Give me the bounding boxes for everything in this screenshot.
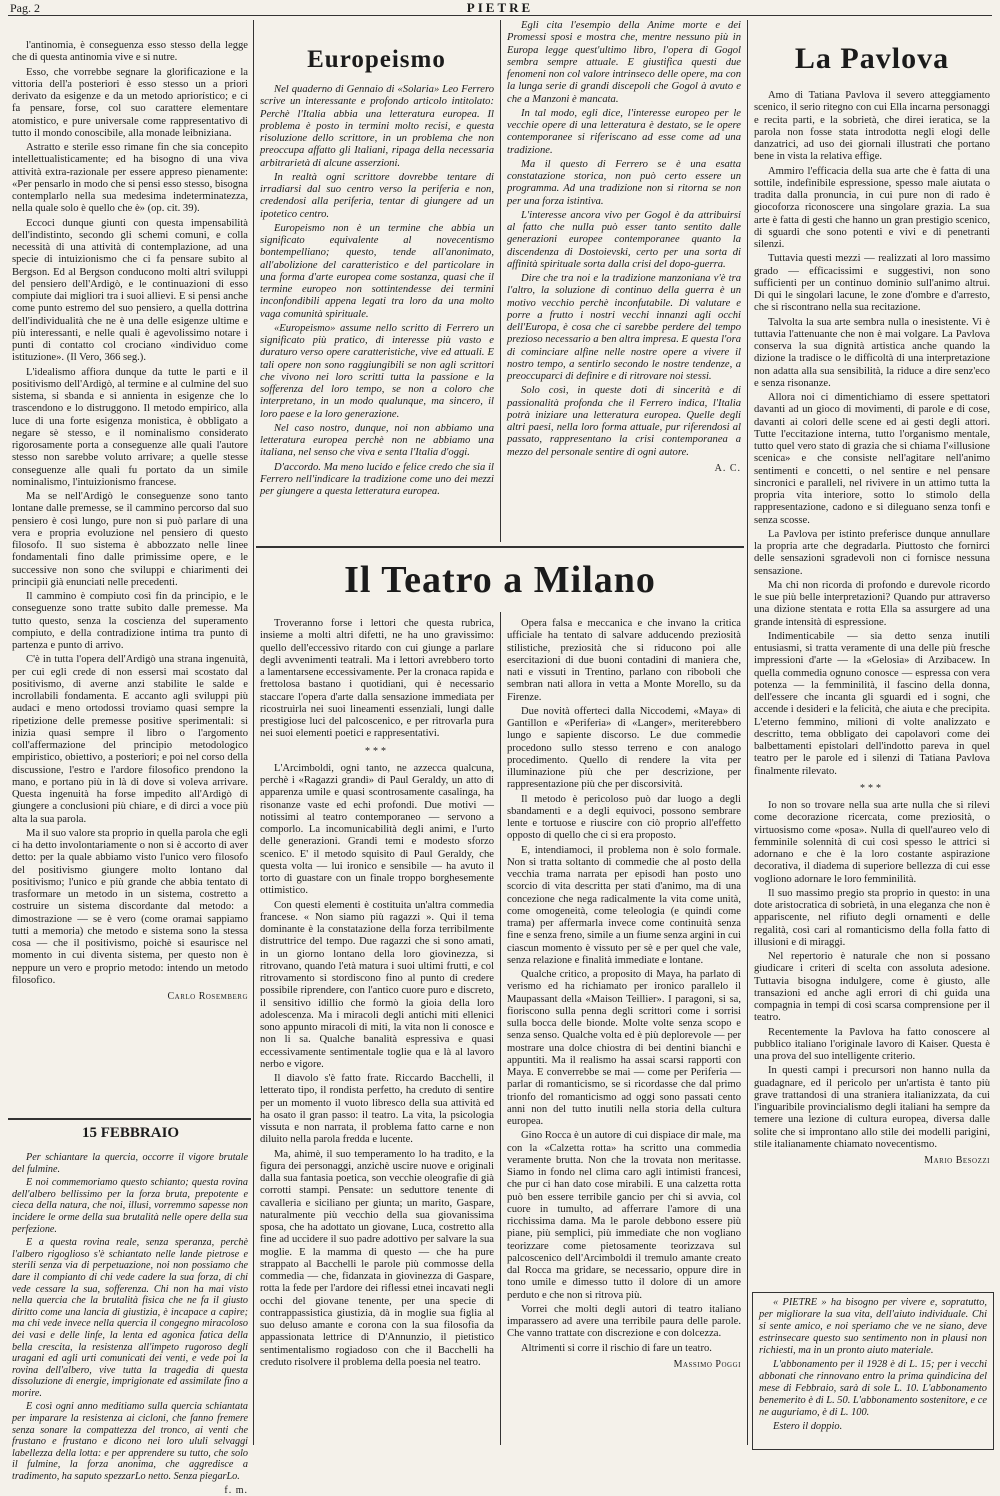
europeismo-col-a: [260, 84, 494, 544]
signature-poggi: Massimo Poggi: [673, 1358, 741, 1370]
paragraph: Nel repertorio è naturale che non si possano giudicare i criteri di scelta con assoluta adesione. Tuttavia bisogna indulgere, come è giusto, alle transazioni ed anche agli errori di chi guida una compagnia in tempi di così scarsa comprensione per il teatro.: [754, 951, 990, 1024]
paragraph: Opera falsa e meccanica e che invano la critica ufficiale ha tentato di salvare adducendo preziosità stilistiche, preziosità che si riducono poi alle esercitazioni di due buoni contadini di maniera che, nati e vissuti in Trentino, parlano con riboboli che sembran nati allora in vetta a Monte Morello, su da Firenze.: [507, 618, 741, 703]
paragraph: In questi campi i precursori non hanno nulla da guadagnare, ed il pericolo per un'artista è tanto più grave trattandosi di una straniera italianizzata, da cui l'inguaribile provincialismo degli italiani ha sempre da temere una lezione di cultura europea, diversa dalle solite che si improntano allo stile dei modelli parigini, stile italianamente chiamato novecentismo.: [754, 1065, 990, 1150]
article-febbraio: [12, 1152, 248, 1496]
paragraph: Il diavolo s'è fatto frate. Riccardo Bacchelli, il letterato tipo, il rondista perfetto, ha creduto di sentire per un momento il vuoto libresco della sua attività ed ha osato il gran passo: il teatro. La vita, la psicologia vissuta e non narrata, il problema fatto carne e non diluito nella parola fredda e lucente.: [260, 1073, 494, 1146]
paragraph: Allora noi ci dimentichiamo di essere spettatori davanti ad un gioco di movimenti, di parole e di cose, davanti ai colori delle scene ed ai gesti degli attori. Tutte l'eccitazione interna, tutto l'organismo mentale, tutto quel vero stato di grazia che si chiama l'«illusione scenica» e che consiste nell'agitare nell'animo sentimenti e concetti, o nel sentire e nel pensare sincronici e paralleli, nel rivivere in un attimo tutta la propria vita interiore, sotto lo stimolo della rappresentazione, cadono e si dileguano senza tonfi e senza scosse.: [754, 392, 990, 526]
teatro-col-b: [507, 618, 741, 1448]
paragraph: L'Arcimboldi, ogni tanto, ne azzecca qualcuna, perchè i «Ragazzi grandi» di Paul Geraldy, un atto di apparenza umile e quasi scontrosamente casalinga, ha risonanze vaste ed echi profondi. Due motivi — notissimi al teatro contemporaneo — servono a comporlo. La incomunicabilità degli animi, e l'urto delle generazioni. Grandi temi e modesto sforzo scenico. E' il metodo squisito di Paul Geraldy, che questa volta — lui ironico e sensibile — ha avuto il torto di guastare con un finale troppo borghesemente ottimistico.: [260, 762, 494, 897]
paragraph: Dire che tra noi e la tradizione manzoniana v'è tra l'altro, la soluzione di continuo della guerra è un motivo vecchio perchè inconfutabile. Di valutare e porre a frutto i nostri vecchi innanzi agli occhi dell'Europa, è cosa che ci sarebbe perdere del tempo prezioso necessario a ben altra impresa. E questa l'ora di cominciare alfine nelle nostre opere a vivere il nostro tempo, a sentirlo secondo le nostre tendenze, a preoccuparci di definire e di ritrovare noi stessi.: [507, 273, 741, 382]
section-rule: [256, 546, 744, 548]
paragraph: Troveranno forse i lettori che questa rubrica, insieme a molti altri difetti, ne ha uno gravissimo: quello dell'eccessivo ritardo con cui giunge a parlare degli avvenimenti teatrali. Ma i lettori avrebbero torto a lamentarsene eccessivamente. Per la cronaca rapida e frettolosa bastano i quotidiani, qui è necessario staccare l'opera d'arte dalla sensazione immediata per ricostruirla nei suoi lineamenti essenziali, lungi dalle prestigiose luci del palcoscenico, e per ritrovarla pura nei suoi elementi poetici e rappresentativi.: [260, 618, 494, 740]
paragraph: L'interesse ancora vivo per Gogol è da attribuirsi al fatto che nulla può esser tanto sentito dalle generazioni europee contemporanee quanto la discendenza di Dostoievski, certo per una sorta di affinità spirituale sorta dalla crisi del dopo-guerra.: [507, 209, 741, 270]
paragraph: La Pavlova per istinto preferisce dunque annullare la propria arte che degradarla. Piuttosto che fornirci delle sensazioni sgradevoli non ci fornisce nessuna sensazione.: [754, 528, 990, 577]
paragraph: Con questi elementi è costituita un'altra commedia francese. « Non siamo più ragazzi ». Qui il tema dominante è la constatazione della forza terribilmente distruttrice del tempo. Due ragazzi che si sono amati, in un giorno lontano della loro giovinezza, si ritrovano, quando l'età matura i suoi ultimi frutti, e col ritrovamento si stordiscono fino al punto di credere possibile riprendere, con l'antico cuore puro e discreto, il sensitivo idillio che formò la gioia della loro adolescenza. Ma i miracoli degli antichi miti ellenici sono appunto miracoli di miti, la vita non li conosce e non li sa. Qualche banalità espressiva e quasi eccessivamente sentimentale toglie qua e là al lavoro nerbo e vigore.: [260, 899, 494, 1070]
europeismo-col-b: [507, 20, 741, 544]
paragraph: Qualche critico, a proposito di Maya, ha parlato di verismo ed ha richiamato per ironico parallelo il Maupassant della «Maison Teillier». I paragoni, si sa, fioriscono sulla penna degli scrittori come i sorrisi sulla bocca delle bionde. Molte volte senza scopo e senza senso. Qualche volta ed è più deplorevole — per mostrare una dolce chiostra di bei dentini bianchi e appuntiti. Ma il realismo ha assai scarsi rapporti con Maya. E converrebbe se mai — come per Periferia — parlar di romanticismo, se si ricordasse che dal primo trionfo del romanticismo ad oggi sono passati cento anni non del tutto inutili nella storia della cultura europea.: [507, 969, 741, 1127]
paragraph: Vorrei che molti degli autori di teatro italiano imparassero ad avere una terribile paura delle parole. Che vanno trattate con discrezione e con dolcezza.: [507, 1303, 741, 1340]
signature-rosemberg: Carlo Rosemberg: [167, 991, 248, 1002]
section-separator: ***: [365, 745, 389, 757]
paragraph: Estero il doppio.: [773, 1421, 843, 1432]
paragraph: Gino Rocca è un autore di cui dispiace dir male, ma con la «Calzetta rotta» ha scritto una commedia veramente brutta. Non che la trovata non meritasse. Siamo in fondo nel clima caro agli intimisti francesi, che pur ci han dato cose mirabili. E una calzetta rotta può ben essere terribile gancio per chi si avvia, col cuore in tumulto, ad afferrare l'amore di una ricchissima dama. Ma le parole debbono essere più piane, più semplici, più immediate che non vogliano teorizzare come pietosamente teorizzava sul palcoscenico dell'Arcimboldi il tremulo amante creato dal Rocca ma gridare, se necessario, oppure dire in tono umile e dimesso tutto il dolore di un amore perduto e che non si ritrova più.: [507, 1130, 741, 1301]
paragraph: L'idealismo affiora dunque da tutte le parti e il positivismo dell'Ardigò, al termine e al culmine del suo sistema, si sbanda e si annienta in esigenze che lo trascendono e lo distruggono. Il metodo empirico, alla luce di una forte esigenza monistica, è obbligato a negare sè stesso, e il nominalismo considerato rigorosamente porta a conseguenze alle quali l'autore stesso non sarebbe voluto arrivare; a quelle stesse conseguenze alle quali fu portato da un simile nominalismo, l'intuizionismo francese.: [12, 366, 248, 488]
paragraph: Ma chi non ricorda di profondo e durevole ricordo le sue più belle interpretazioni? Quando pur attraverso una dizione stentata e rotta Ella sa assurgere ad una grande intensità di espressione.: [754, 579, 990, 628]
column-divider: [500, 20, 501, 542]
paragraph: E così ogni anno meditiamo sulla quercia schiantata per imparare la resistenza ai cicloni, che fanno fremere senza sonare la compattezza del tronco, ai venti che frustano e frustano e dicono nei loro ululi selvaggi labellezza della lotta: e per apprendere su tutto, che solo il fulmine, la forza anonima, che aggredisce a tradimento, ha saputo spezzarLo netto. Senza piegarLo.: [12, 1401, 248, 1483]
paragraph: Due novità offerteci dalla Niccodemi, «Maya» di Gantillon e «Periferia» di «Langer», meriterebbero lungo e sapiente discorso. Le due commedie procedono sullo stesso terreno e con analogo procedimento. Quello di rendere la vita per illuminazione più che per descrizione, per rappresentazione più che per discorsività.: [507, 705, 741, 791]
masthead: PIETRE: [466, 0, 534, 15]
paragraph: E, intendiamoci, il problema non è solo formale. Non si tratta soltanto di commedie che al posto della vecchia trama narrata per episodi han posto uno scorcio di vita descritta per stati d'animo, ma di una concezione che nega radicalmente la vita come unità, come omogeneità, come teleologia (e quindi come trama) per affermarla invece come continuità senza fine e senza freno, simile a un fiume senza argini in cui ciascun momento è vissuto per sè e per quel che vale, senza relazione e finalità immediate e lontane.: [507, 844, 741, 966]
column-divider: [253, 20, 254, 1445]
paragraph: L'abbonamento per il 1928 è di L. 15; per i vecchi abbonati che rinnovano entro la prima quindicina del mese di Febbraio, sarà di sole L. 10. L'abbonamento benemerito è di L. 50. L'abbonamento sostenitore, e ce ne auguriamo, è di L. 100.: [759, 1359, 987, 1418]
signature-besozzi: Mario Besozzi: [924, 1155, 990, 1166]
paragraph: D'accordo. Ma meno lucido e felice credo che sia il Ferrero nell'indicare la tradizione come uno dei mezzi per giungere a questa letteratura europea.: [260, 461, 494, 497]
paragraph: E noi commemoriamo questo schianto; questa rovina dell'albero bellissimo per la forza bruta, prepotente e cieca della natura, che noi, illusi, vorremmo sapesse non incidere le orme della sua brutalità nelle opere della sua perfezione.: [12, 1177, 248, 1235]
header-rule: [8, 15, 992, 16]
signature-ac: A. C.: [714, 462, 741, 474]
paragraph: Esso, che vorrebbe segnare la glorificazione e la vittoria dell'a posteriori è esso stesso un a priori derivato da esigenze e da un metodo apriorístico; e ci fa pensare, forse, col suo carattere elementare atomistico, e pure universale come rappresentativo di tutto il mondo conoscibile, alla monade leibniziana.: [12, 66, 248, 139]
paragraph: Eccoci dunque giunti con questa impensabilità dell'indistinto, secondo gli schemi comuni, e colla necessità di una attività di contemplazione, ad una specie di intuizionismo che ci fa pensare subito al Bergson. Ed al Bergson conducono molti altri sviluppi del pensiero dell'Ardigò, e le continuazioni di esso compiute dai migliori tra i suoi allievi. E si pensi anche come punto estremo del suo pensiero, a quella dottrina dell'individualità che ne è una delle esigenze ultime e più interessanti, e nelle quali è agevolissimo notare i punti di contatto col crociano «individuo come istituzione». (Il Vero, 366 seg.).: [12, 217, 248, 364]
paragraph: Talvolta la sua arte sembra nulla o inesistente. Vi è tuttavia l'attenuante che non è mai volgare. La Pavlova conserva la sua dignità artistica anche quando la dizione la tradisce o le difficoltà di una interpretazione non adatta alla sua sensibilità, la riduce a dire senz'eco e senza risonanze.: [754, 316, 990, 389]
paragraph: Ammiro l'efficacia della sua arte che è fatta di una sottile, indefinibile espressione, spesso male aiutata o tradita dalla pronuncia, in cui pure non di rado è giocoforza riconoscere una singolare grazia. La sua arte è fatta di gesti che hanno un gran prestigio scenico, di sguardi che sono potenti e vivi e di penetranti silenzi.: [754, 165, 990, 250]
subscription-notice: [752, 1292, 994, 1450]
paragraph: Recentemente la Pavlova ha fatto conoscere al pubblico italiano l'originale lavoro di Kaiser. Questa è una prova del suo intelligente criterio.: [754, 1026, 990, 1062]
section-separator: ***: [860, 782, 884, 794]
paragraph: Per schiantare la quercia, occorre il vigore brutale del fulmine.: [12, 1152, 248, 1175]
paragraph: «Europeismo» assume nello scritto di Ferrero un significato più pratico, di interesse più vasto e duraturo verso opere caratteristiche, vive ed attuali. E tali opere non sono raggiungibili se non agli scrittori che vivono nei loro scritti tutta la passione e la sofferenza del loro tempo, se non a coloro che interpretano, in un modo qualunque, ma sincero, il loro paese e la loro generazione.: [260, 322, 494, 420]
paragraph: In realtà ogni scrittore dovrebbe tentare di irradiarsi dal suo centro verso la periferia e non, credendosi alla periferia, tentar di giungere ad un ipotetico centro.: [260, 171, 494, 220]
paragraph: Egli cita l'esempio della Anime morte e dei Promessi sposi e mostra che, mentre nessuno più in Europa legge quest'ultimo libro, l'opera di Gogol sembra sempre attuale. E giustifica questi due fenomeni non col valore intrinseco delle opere, ma con la lunga serie di grandi discepoli che Gogol à avuto e che a Manzoni è mancata.: [507, 20, 741, 105]
paragraph: C'è in tutta l'opera dell'Ardigò una strana ingenuità, per cui egli crede di non essersi mai scostato dal positivismo, di averne anzi stabilite le salde e incrollabili fondamenta. E accanto agli sviluppi più audaci e meno ortodossi troviamo quasi sempre la ripetizione delle premesse positive sperimentali: si inizia quasi sempre il libro o l'argomento coll'affermazione del principio metodologico empiristico, obiettivo, a posteriori; e poi nel corso della discussione, l'estro e l'ardore filosofico prendono la mano, e portano più in là di dove si voleva arrivare. Questa ingenuità ha forse impedito all'Ardigò di giungere a conclusioni più chiare, e di dirci a voce più alta la sua parola.: [12, 654, 248, 825]
pavlova-title: La Pavlova: [794, 42, 950, 75]
section-rule: [8, 1118, 251, 1120]
europeismo-title: Europeismo: [307, 46, 446, 73]
paragraph: Il suo massimo pregio sta proprio in questo: in una dote aristocratica di sobrietà, in una eleganza che non è appariscente, nel rifiuto degli ornamenti e delle regalità, così cari al romanticismo della folla fatto di illusioni e di miraggi.: [754, 887, 990, 948]
teatro-title: Il Teatro a Milano: [344, 559, 656, 601]
paragraph: Europeismo non è un termine che abbia un significato equivalente al novecentismo bontempelliano; questo, tende all'anonimato, all'abolizione del caratteristico e del particolare in una forma d'arte europea come sostanza, quasi che il termine europeo non sottintendesse dei termini inconfondibili appena legati tra loro da una molto vaga comunità spirituale.: [260, 222, 494, 320]
paragraph: Io non so trovare nella sua arte nulla che si rilevi come decorazione ricercata, come preziosità, o virtuosismo come «posa». Nulla di quell'aureo velo di femminile solennità di cui così spesso le attrici si adornano e che è la loro costante aspirazione decorativa, il diadema di superiore bellezza di cui esse vogliono adornare le loro femminilità.: [754, 800, 990, 885]
paragraph: Solo così, in queste doti di sincerità e di passionalità profonda che il Ferrero indica, l'Italia potrà iniziare una letteratura europea. Quelle degli altri paesi, nella loro forma attuale, pur riferendosi al passato, rappresentano la crisi contemporanea a mezzo del personale sentire di ogni autore.: [507, 385, 741, 458]
column-divider: [500, 612, 501, 1445]
paragraph: In tal modo, egli dice, l'interesse europeo per le vecchie opere di una letteratura è destato, se le opere contemporanee si riferiscano ad esse come ad una tradizione.: [507, 107, 741, 156]
page-header: [0, 0, 1000, 16]
paragraph: Il cammino è compiuto così fin da principio, e le conseguenze sono tratte subito dalle premesse. Ma tutto questo, senza la coscienza del superamento compiuto, e della contradizione intima tra punto di partenza e punto di arrivo.: [12, 591, 248, 651]
signature-fm: f. m.: [224, 1484, 248, 1496]
paragraph: l'antinomia, è conseguenza esso stesso della legge che di questa antinomia vive e si nutre.: [12, 40, 248, 64]
page-number: Pag. 2: [10, 1, 40, 15]
paragraph: E a questa rovina reale, senza speranza, perchè l'albero rigoglioso s'è schiantato nelle lande pietrose e sterili senza via di perpetuazione, noi non possiamo che dare il compianto di chi vede cadere la sua forza, di chi vede cessare la sua, sofferenza. Chi non ha mai visto nella quercia che la brutalità fisica che ne fa il giusto diritto come una lancia di giustizia, è incapace a capire; ma chi vede invece nella quercia il congegno miracoloso dei vasi e delle linfe, la lenta ed agonica fatica della bella crescita, la resistenza all'impeto rugoroso degli uragani ed agli urti comunicati dei venti, e vede poi la rovina dell'albero, vive tutta la tragedia di questa dissoluzione di energie, imprigionate ed assimilate fino a morire.: [12, 1237, 248, 1399]
paragraph: Altrimenti si corre il rischio di fare un teatro.: [521, 1342, 712, 1354]
paragraph: Indimenticabile — sia detto senza inutili entusiasmi, si tratta veramente di una delle più fresche impressioni d'arte — la «Gelosia» di Arzibacew. In quella commedia ognuno conosce — espressa con vera potenza — la femminilità, il fascino della donna, dell'essere che incanta gli sguardi ed i sogni, che accende i desideri e la felicità, che aiuta e che precipita. L'eterno femmino, milioni di volte analizzato e descritto, tema obbligato dei capolavori come dei balbettamenti epistolari dell'indotto pareva in quel teatro per le parole ed i silenzi di Tatiana Pavlova finalmente rilevato.: [754, 630, 990, 777]
paragraph: Ma il questo di Ferrero se è una esatta constatazione storica, non può certo essere un programma. Ad una tradizione non si ritorna se non per una forza istintiva.: [507, 158, 741, 207]
paragraph: Nel quaderno di Gennaio di «Solaria» Leo Ferrero scrive un interessante e profondo articolo intitolato: Perchè l'Italia abbia una letteratura europea. Il problema è posto in termini molto recisi, e questa risoluzione dello scrittore, in un problema che non preoccupa affatto gli Italiani, ripaga della necessaria arbitrarietà di alcune asserzioni.: [260, 84, 494, 169]
article-ardigo: [12, 40, 248, 1108]
paragraph: « PIETRE » ha bisogno per vivere e, sopratutto, per migliorare la sua vita, dell'aiuto individuale. Chi si sente amico, e noi speriamo che ve ne siano, deve estrinsecare questo suo sentimento non in plausi non richiesti, ma in un pronto aiuto materiale.: [759, 1297, 987, 1356]
paragraph: Il metodo è pericoloso può dar luogo a degli sbandamenti e a degli equivoci, possono sembrare lente e tortuose e riuscire con ciò proprio all'effetto opposto di quello che ci si era proposto.: [507, 793, 741, 842]
column-divider: [747, 20, 748, 1445]
teatro-col-a: [260, 618, 494, 1448]
paragraph: Ma, ahimè, il suo temperamento lo ha tradito, e la figura dei personaggi, anzichè uscire nuove e originali dalla sua fantasia poetica, son vecchie oleografie di già corrotti stampi. Pensate: un seduttore tenente di cavalleria e siciliano per giunta; un marito, Gaspare, naturalmente più vecchio della sua giovanissima sposa, che ha adottato un giovane, Luca, costretto alla fine ad uccidere il suo padre adottivo per salvare la sua moglie. E la mamma di questo — che ha pure strappato al Bacchelli le parole più commosse della commedia — che, fidanzata in giovinezza di Gaspare, rotta la fede per l'ardore dei riflessi etnei incavati negli occhi del giovane tenente, per una specie di contrappassistica giustizia, dà in moglie sua figlia al suo deluso amante e corona con la sua filosofia da appassionata lettrice di D'Annunzio, il pietistico sentimentalismo rogiadoso con che il Bacchelli ha creduto risolvere il problema della poesia nel teatro.: [260, 1148, 494, 1368]
paragraph: Amo di Tatiana Pavlova il severo atteggiamento scenico, il serio ritegno con cui Ella incarna personaggi e recita parti, e la sobrietà, che direi ieratica, se la parola non fosse stata introdotta negli elogi delle danzatrici, ad uso dei giornali illustrati che portano bene in vista la relativa effige.: [754, 90, 990, 163]
febbraio-title: 15 FEBBRAIO: [82, 1125, 180, 1141]
paragraph: Ma il suo valore sta proprio in quella parola che egli ci ha detto involontariamente o non si è accorto di aver detto: per la quale abbiamo visto l'unico vero filosofo del positivismo giungere molto lontano dal positivismo; l'unico e più grande che abbia tentato di trasformare un metodo in un sistema, costretto a costruire un sistema discordante dal metodo: a dimostrazione — se è vero (come oramai sappiamo tutti a memoria) che metodo e sistema sono la stessa cosa — che il positivismo, poichè si esaurisce nel momento in cui diventa sistema, per questo non è neppure un vero e proprio metodo: intendo un metodo filosofico.: [12, 827, 248, 986]
paragraph: Ma se nell'Ardigò le conseguenze sono tanto lontane dalle premesse, se il cammino percorso dal suo pensiero è così lungo, pure non si può parlare di una vera e propria evoluzione nel pensiero di questo filosofo. Il suo sistema è abbozzato nelle linee fondamentali fino dalle primissime opere, e le successive non sono che sviluppi e chiarimenti dei principii già enunciati nelle precedenti.: [12, 491, 248, 588]
article-pavlova: [754, 90, 990, 1275]
paragraph: Nel caso nostro, dunque, noi non abbiamo una letteratura europea perchè non ne abbiamo una italiana, nel senso che viva e senta l'Italia d'oggi.: [260, 422, 494, 459]
paragraph: Tuttavia questi mezzi — realizzati al loro massimo grado — efficacissimi e suggestivi, non sono sufficienti per un continuo dominio sull'animo altrui. Di qui le singolari lacune, le zone d'ombre e d'arresto, che si riscontrano nella sua recitazione.: [754, 253, 990, 314]
paragraph: Astratto e sterile esso rimane fin che sia concepito intellettualisticamente; ed ha bisogno di una viva attività extra-razionale per essere appreso pienamente: «Per pensarlo in modo che si pensi esso stesso, bisogna contemplarlo nella sua medesima indeterminatezza, nella quale solo è quello che è» (op. cit. 39).: [12, 142, 248, 215]
